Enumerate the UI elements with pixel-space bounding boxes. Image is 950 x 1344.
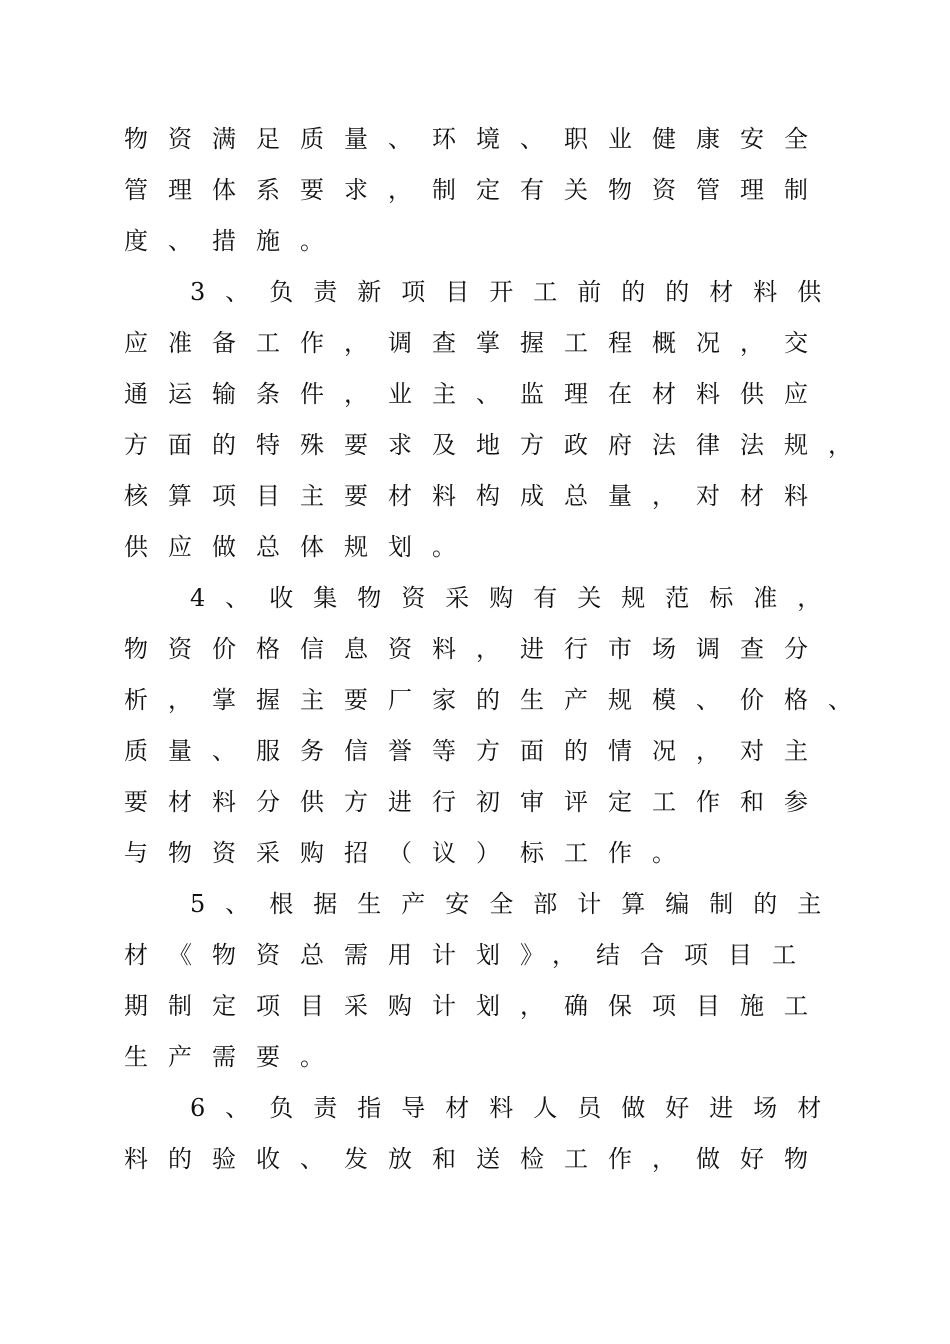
text-line: 材《物资总需用计划》，结合项目工 (124, 941, 816, 969)
text-line: 管理体系要求，制定有关物资管理制 (124, 176, 828, 204)
text-line: 料的验收、发放和送检工作，做好物 (124, 1145, 828, 1173)
paragraph-start-line: 3、负责新项目开工前的的材料供 (190, 278, 842, 306)
paragraph-start-line: 5、根据生产安全部计算编制的主 (190, 890, 842, 918)
text-line: 方面的特殊要求及地方政府法律法规， (124, 431, 872, 459)
paragraph-start-line: 6、负责指导材料人员做好进场材 (190, 1094, 842, 1122)
document-body (124, 120, 872, 1191)
text-line: 通运输条件，业主、监理在材料供应 (124, 380, 828, 408)
text-line: 期制定项目采购计划，确保项目施工 (124, 992, 828, 1020)
text-line: 析，掌握主要厂家的生产规模、价格、 (124, 686, 872, 714)
text-line: 生产需要。 (124, 1043, 344, 1071)
paragraph-start-line: 4、收集物资采购有关规范标准， (190, 584, 842, 612)
text-line: 供应做总体规划。 (124, 533, 476, 561)
text-line: 要材料分供方进行初审评定工作和参 (124, 788, 828, 816)
text-line: 与物资采购招（议）标工作。 (124, 839, 696, 867)
text-line: 核算项目主要材料构成总量，对材料 (124, 482, 828, 510)
text-line: 应准备工作，调查掌握工程概况，交 (124, 329, 828, 357)
text-line: 物资满足质量、环境、职业健康安全 (124, 125, 828, 153)
text-line: 度、措施。 (124, 227, 344, 255)
text-line: 质量、服务信誉等方面的情况，对主 (124, 737, 828, 765)
text-line: 物资价格信息资料，进行市场调查分 (124, 635, 828, 663)
